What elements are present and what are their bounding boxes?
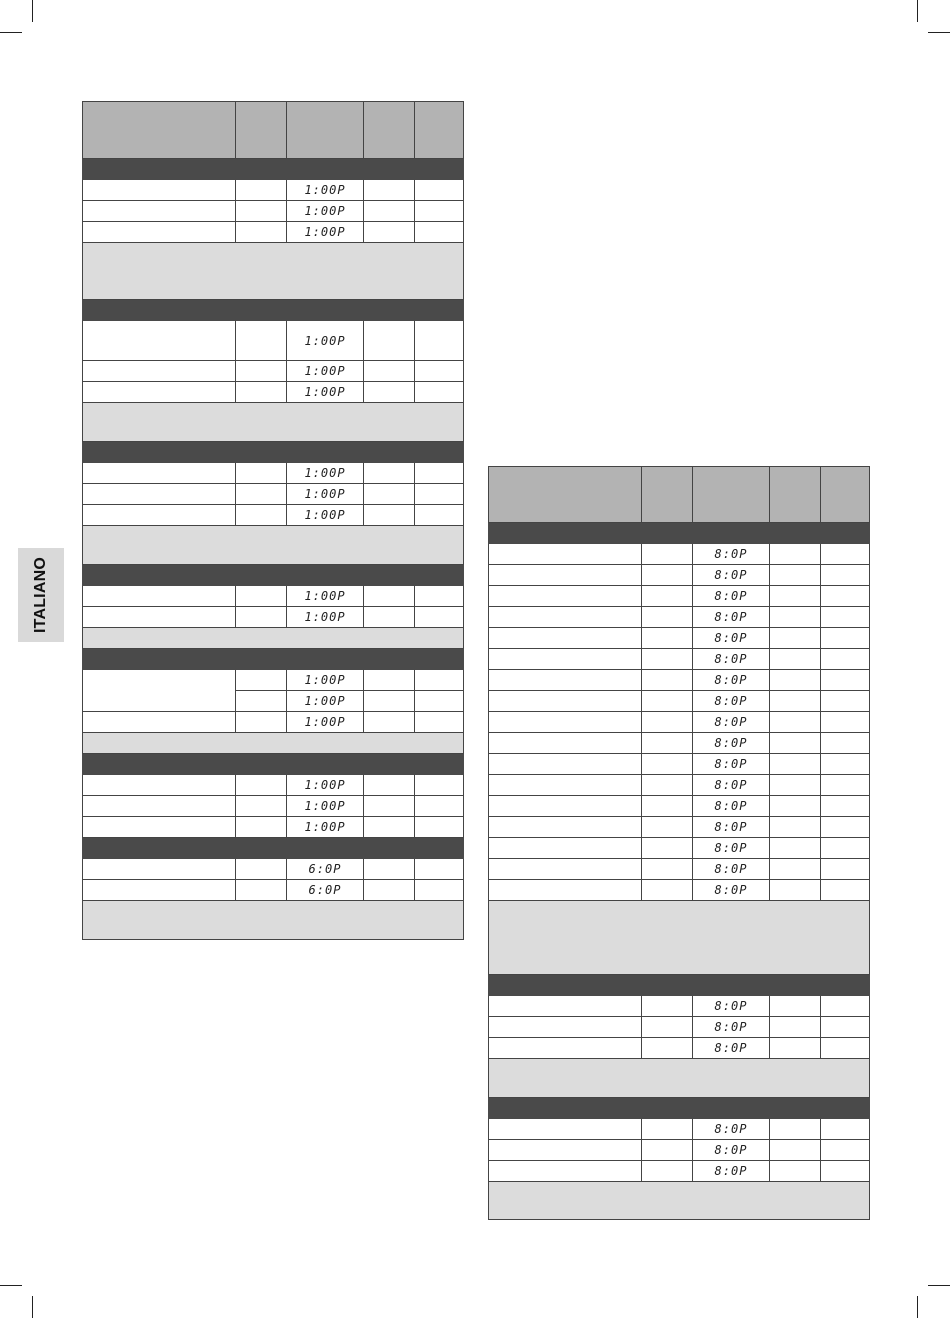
section-header-row — [83, 649, 464, 670]
section-header-row — [83, 565, 464, 586]
table-row — [489, 712, 870, 733]
note-row — [489, 901, 870, 975]
lcd-time-display: 8:0P — [714, 1164, 748, 1178]
table-row — [489, 775, 870, 796]
table-row — [83, 712, 464, 733]
lcd-time-display: 8:0P — [714, 778, 748, 792]
table-row — [489, 1038, 870, 1059]
table-row — [489, 733, 870, 754]
table-row — [83, 607, 464, 628]
lcd-time-display: 1:00P — [304, 799, 346, 813]
program-table-right — [488, 466, 870, 1220]
lcd-time-display: 8:0P — [714, 1020, 748, 1034]
language-label: ITALIANO — [32, 557, 49, 633]
lcd-time-display: 8:0P — [714, 883, 748, 897]
section-header-row — [83, 442, 464, 463]
table-row — [489, 586, 870, 607]
table-row — [83, 775, 464, 796]
lcd-time-display: 1:00P — [304, 508, 346, 522]
crop-mark — [928, 1285, 950, 1286]
note-row — [83, 733, 464, 754]
lcd-time-display: 1:00P — [304, 673, 346, 687]
lcd-time-display: 1:00P — [304, 589, 346, 603]
table-row — [83, 222, 464, 243]
lcd-time-display: 1:00P — [304, 333, 346, 348]
lcd-time-display: 1:00P — [304, 385, 346, 399]
lcd-time-display: 1:00P — [304, 487, 346, 501]
lcd-time-display: 8:0P — [714, 715, 748, 729]
section-header-row — [83, 838, 464, 859]
table-row — [83, 859, 464, 880]
lcd-time-display: 8:0P — [714, 673, 748, 687]
table-row — [83, 796, 464, 817]
table-row — [83, 505, 464, 526]
lcd-time-display: 8:0P — [714, 841, 748, 855]
table-row — [83, 201, 464, 222]
lcd-time-display: 8:0P — [714, 694, 748, 708]
table-row — [83, 817, 464, 838]
lcd-time-display: 1:00P — [304, 183, 346, 197]
lcd-time-display: 6:0P — [308, 883, 342, 897]
section-header-row — [489, 523, 870, 544]
lcd-time-display: 8:0P — [714, 610, 748, 624]
lcd-time-display: 8:0P — [714, 999, 748, 1013]
lcd-time-display: 1:00P — [304, 204, 346, 218]
table-row — [489, 1140, 870, 1161]
note-row — [489, 1182, 870, 1220]
lcd-time-display: 8:0P — [714, 820, 748, 834]
table-row — [489, 628, 870, 649]
lcd-time-display: 1:00P — [304, 364, 346, 378]
table-row — [489, 1119, 870, 1140]
table-row — [83, 484, 464, 505]
table-row — [489, 838, 870, 859]
table-header-row — [489, 467, 870, 523]
table-row — [489, 670, 870, 691]
table-row — [83, 361, 464, 382]
crop-mark — [0, 32, 22, 33]
table-row — [83, 670, 464, 691]
lcd-time-display: 8:0P — [714, 568, 748, 582]
table-row — [83, 321, 464, 361]
crop-mark — [917, 1296, 918, 1318]
lcd-time-display: 8:0P — [714, 1041, 748, 1055]
section-header-row — [83, 159, 464, 180]
table-row — [489, 754, 870, 775]
crop-mark — [0, 1285, 22, 1286]
table-row — [489, 880, 870, 901]
language-side-tab — [18, 548, 64, 642]
table-row — [489, 607, 870, 628]
table-row — [489, 996, 870, 1017]
lcd-time-display: 8:0P — [714, 1122, 748, 1136]
crop-mark — [917, 0, 918, 22]
lcd-time-display: 8:0P — [714, 1143, 748, 1157]
program-table-left — [82, 101, 464, 940]
note-row — [83, 403, 464, 442]
table-row — [489, 817, 870, 838]
lcd-time-display: 8:0P — [714, 589, 748, 603]
lcd-time-display: 8:0P — [714, 736, 748, 750]
table-row — [489, 649, 870, 670]
table-row — [489, 859, 870, 880]
lcd-time-display: 1:00P — [304, 694, 346, 708]
table-row — [83, 880, 464, 901]
lcd-time-display: 8:0P — [714, 862, 748, 876]
lcd-time-display: 8:0P — [714, 757, 748, 771]
crop-mark — [32, 1296, 33, 1318]
lcd-time-display: 8:0P — [714, 652, 748, 666]
table-row — [83, 382, 464, 403]
crop-mark — [928, 32, 950, 33]
table-row — [489, 796, 870, 817]
lcd-time-display: 8:0P — [714, 631, 748, 645]
note-row — [83, 526, 464, 565]
table-row — [489, 1017, 870, 1038]
table-row — [83, 586, 464, 607]
crop-mark — [32, 0, 33, 22]
lcd-time-display: 8:0P — [714, 799, 748, 813]
lcd-time-display: 6:0P — [308, 862, 342, 876]
table-header-row — [83, 102, 464, 159]
section-header-row — [489, 975, 870, 996]
lcd-time-display: 8:0P — [714, 547, 748, 561]
note-row — [83, 901, 464, 940]
section-header-row — [83, 754, 464, 775]
lcd-time-display: 1:00P — [304, 715, 346, 729]
section-header-row — [83, 300, 464, 321]
lcd-time-display: 1:00P — [304, 610, 346, 624]
table-row — [83, 180, 464, 201]
table-row — [489, 544, 870, 565]
note-row — [83, 628, 464, 649]
note-row — [83, 243, 464, 300]
table-row — [489, 1161, 870, 1182]
lcd-time-display: 1:00P — [304, 820, 346, 834]
section-header-row — [489, 1098, 870, 1119]
lcd-time-display: 1:00P — [304, 466, 346, 480]
table-row — [489, 691, 870, 712]
lcd-time-display: 1:00P — [304, 225, 346, 239]
note-row — [489, 1059, 870, 1098]
table-row — [83, 463, 464, 484]
table-row — [489, 565, 870, 586]
lcd-time-display: 1:00P — [304, 778, 346, 792]
